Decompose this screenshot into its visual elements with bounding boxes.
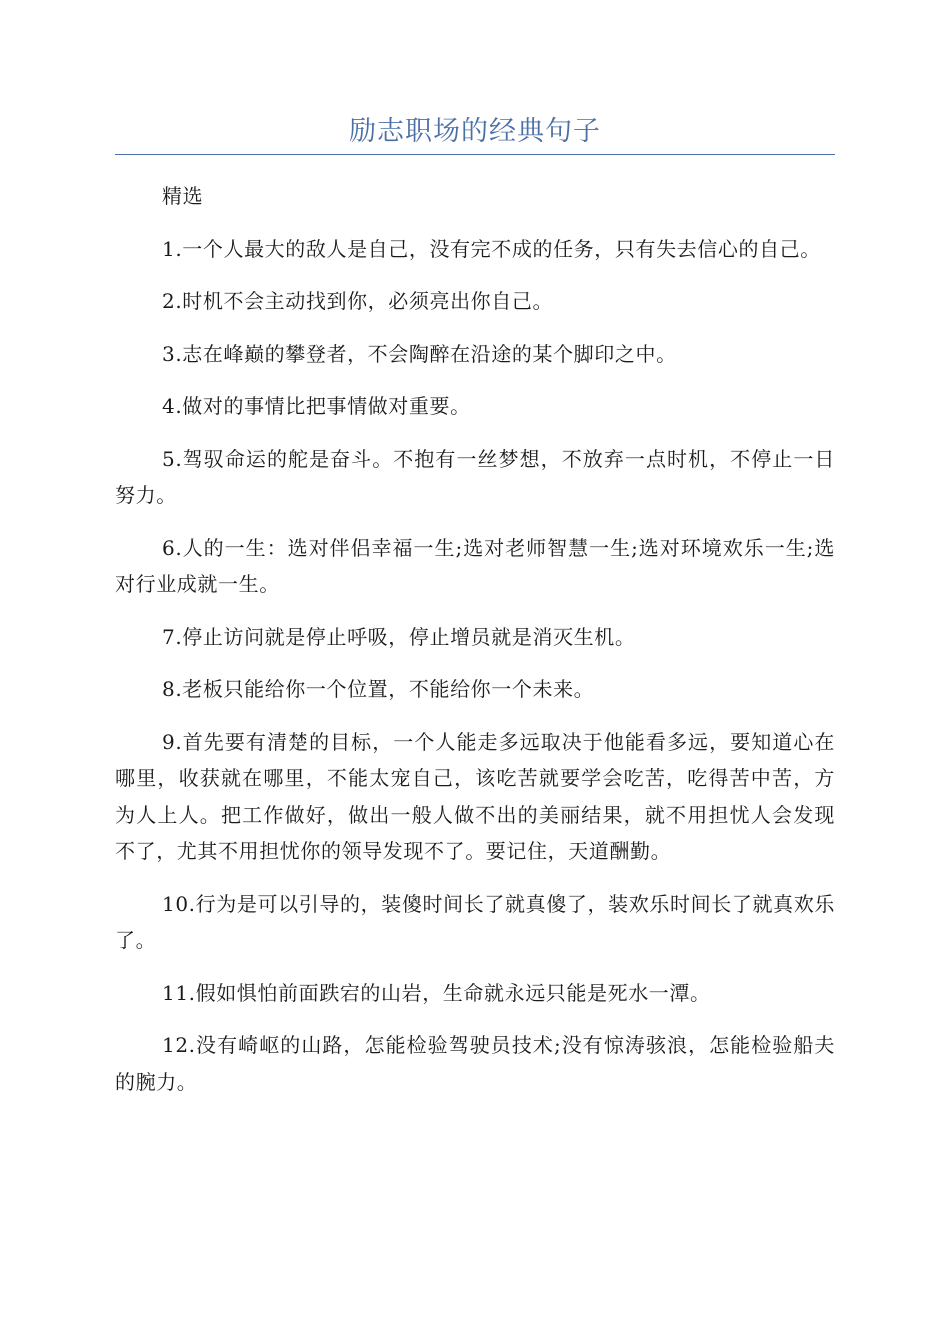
- quote-paragraph-2: 2.时机不会主动找到你，必须亮出你自己。: [162, 289, 554, 313]
- quote-paragraph-4: 4.做对的事情比把事情做对重要。: [162, 394, 471, 418]
- quote-paragraph-8: 8.老板只能给你一个位置，不能给你一个未来。: [162, 677, 595, 701]
- quote-paragraph-10: 10.行为是可以引导的，装傻时间长了就真傻了，装欢乐时间长了就真欢乐了。: [115, 891, 835, 952]
- quote-paragraph-12: 12.没有崎岖的山路，怎能检验驾驶员技术;没有惊涛骇浪，怎能检验船夫的腕力。: [115, 1033, 835, 1094]
- document-body: [115, 178, 835, 1116]
- quote-paragraph-9: 9.首先要有清楚的目标，一个人能走多远取决于他能看多远，要知道心在哪里，收获就在哪里，不能太宠自己，该吃苦就要学会吃苦，吃得苦中苦，方为人上人。把工作做好，做出一般人做不出的美丽结果，就不用担忧人会发现不了，尤其不用担忧你的领导发现不了。要记住，天道酬勤。: [115, 729, 835, 863]
- document-title: 励志职场的经典句子: [349, 116, 601, 147]
- quote-paragraph-5: 5.驾驭命运的舵是奋斗。不抱有一丝梦想，不放弃一点时机，不停止一日努力。: [115, 446, 835, 507]
- paragraph-intro: 精选: [162, 184, 204, 208]
- title-underline: [115, 154, 835, 155]
- quote-paragraph-11: 11.假如惧怕前面跌宕的山岩，生命就永远只能是死水一潭。: [162, 980, 711, 1005]
- quote-paragraph-6: 6.人的一生：选对伴侣幸福一生;选对老师智慧一生;选对环境欢乐一生;选对行业成就一生。: [115, 535, 835, 596]
- quote-paragraph-7: 7.停止访问就是停止呼吸，停止增员就是消灭生机。: [162, 624, 636, 649]
- quote-paragraph-1: 1.一个人最大的敌人是自己，没有完不成的任务，只有失去信心的自己。: [162, 236, 821, 261]
- quote-paragraph-3: 3.志在峰巅的攀登者，不会陶醉在沿途的某个脚印之中。: [162, 341, 677, 366]
